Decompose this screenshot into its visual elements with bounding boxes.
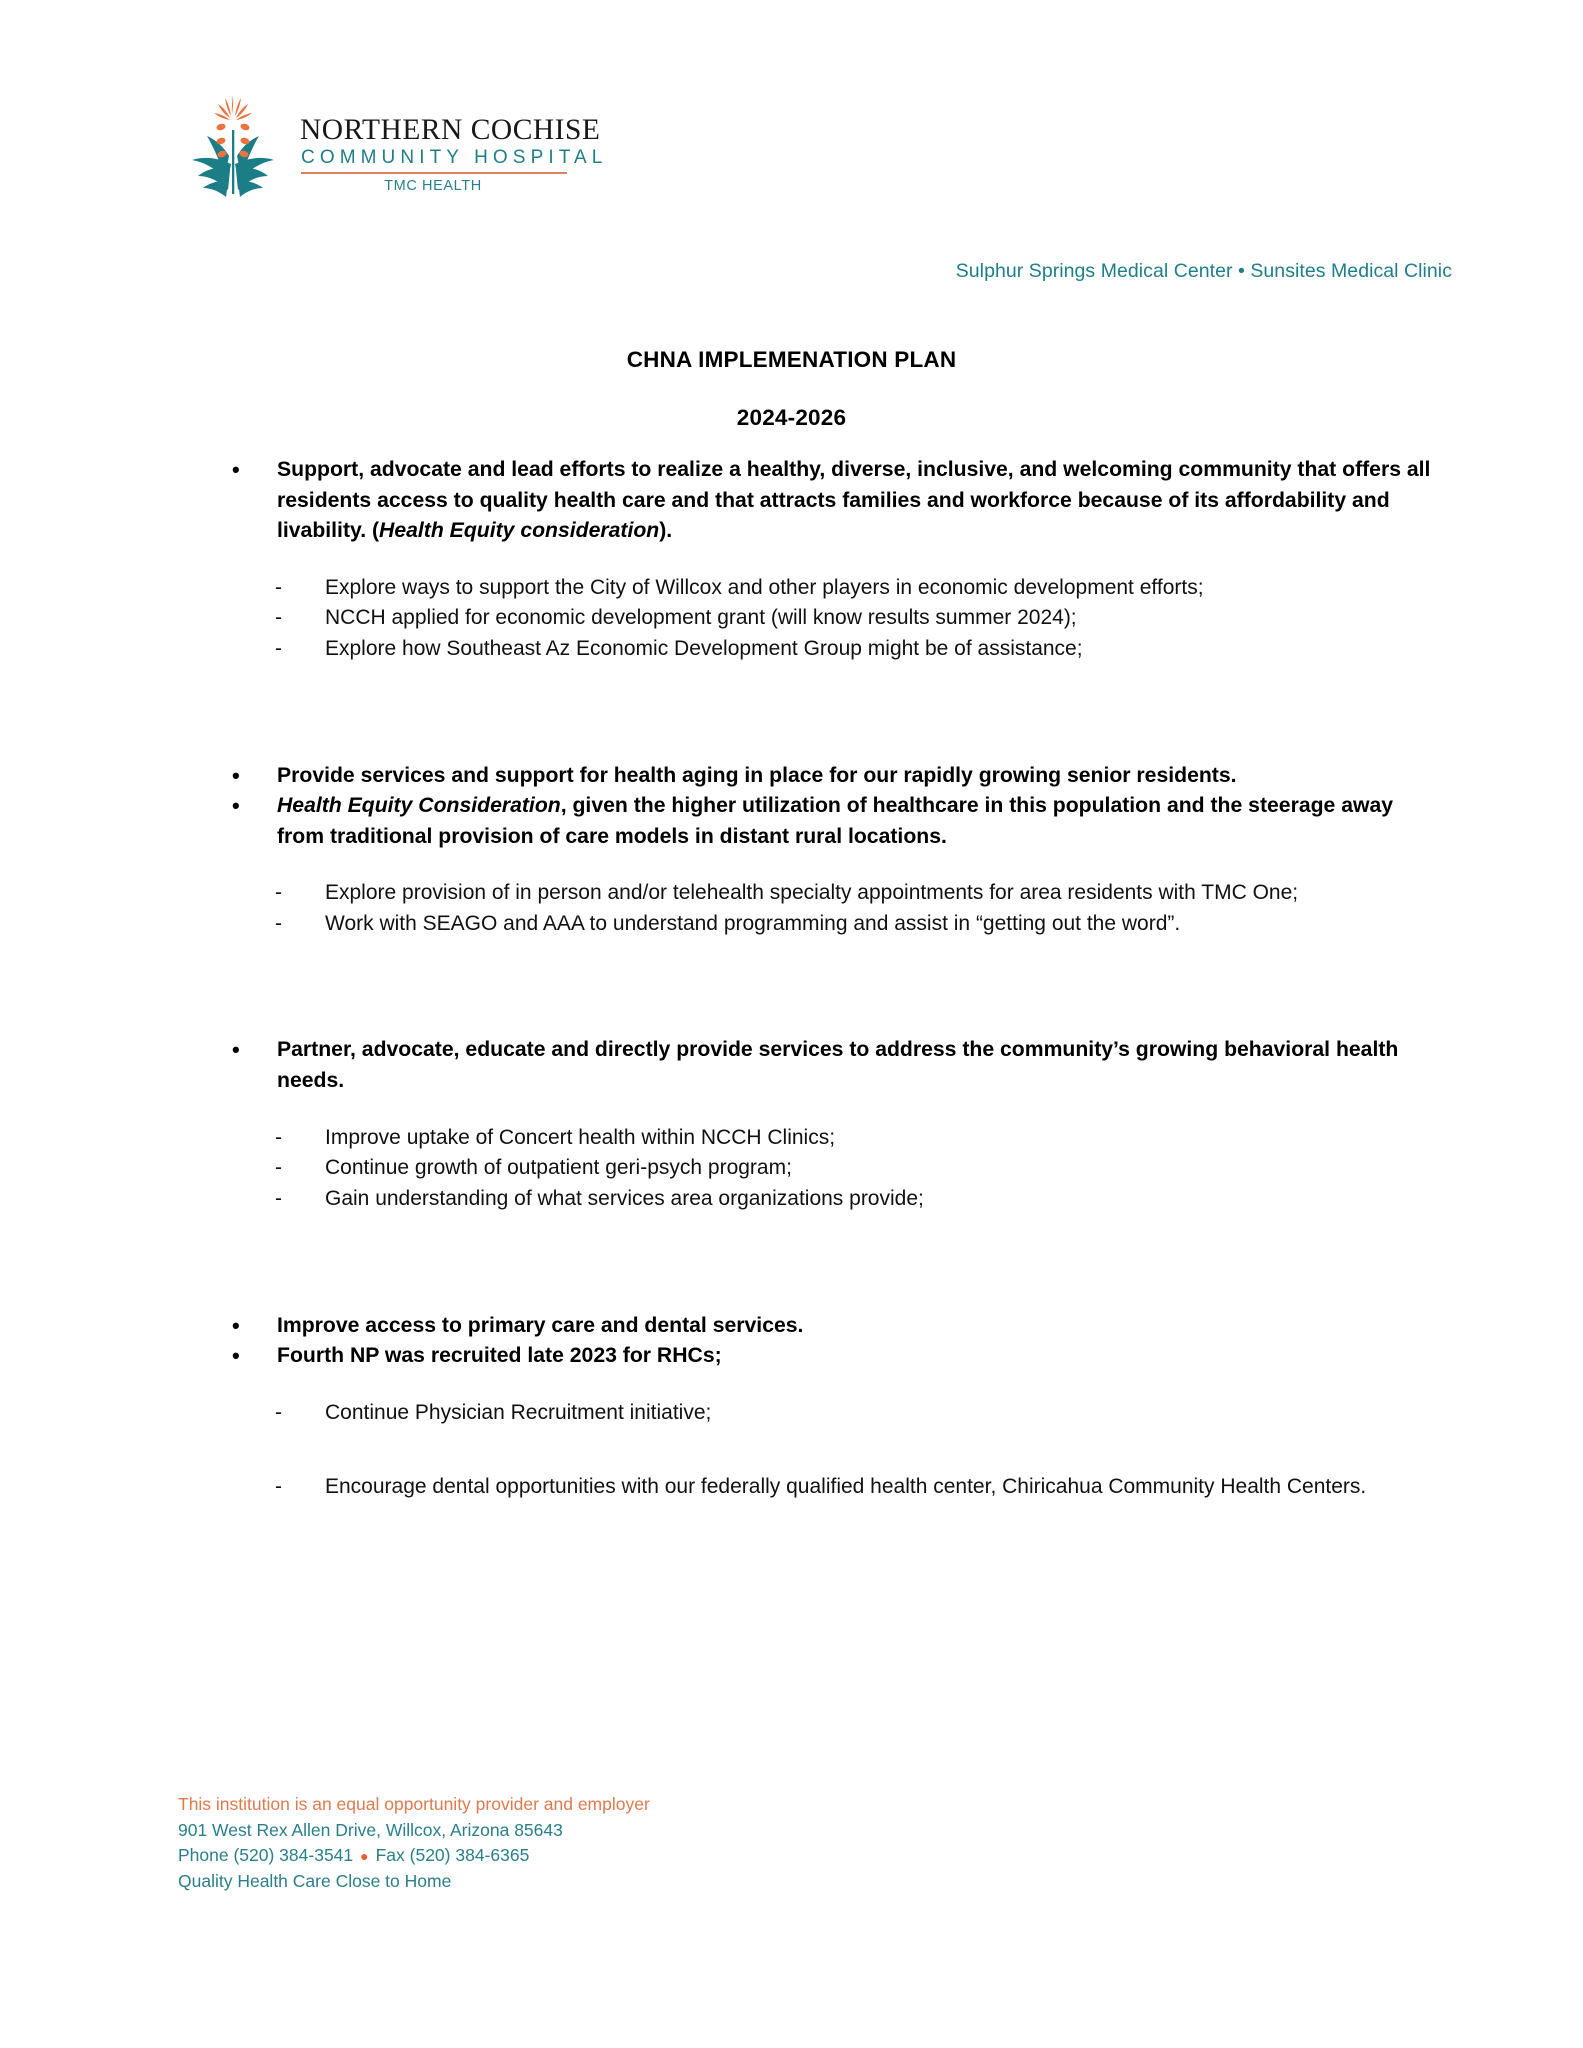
spacer [0,665,1583,761]
sub-bullet: - Explore provision of in person and/or telehealth specialty appointments for area residents with TMC One; [0,878,1583,909]
footer-tagline: Quality Health Care Close to Home [178,1871,452,1892]
main-bullet-1 [0,455,1583,547]
bullet-1-text-suffix: ). [659,519,673,543]
document-body [0,455,1583,1503]
spacer [0,1372,1583,1398]
logo-line-tmc-health: TMC HEALTH [384,178,482,194]
sub-bullet: - Continue Physician Recruitment initiative; [0,1398,1583,1429]
spacer [0,1428,1583,1472]
footer-contact [178,1843,650,1869]
section-4-sublist [0,1398,1583,1429]
section-1 [0,455,1583,547]
section-3 [0,1035,1583,1096]
page-footer [178,1792,650,1895]
logo-line-community-hospital: COMMUNITY HOSPITAL [301,146,608,168]
sub-bullet: - Explore how Southeast Az Economic Development Group might be of assistance; [0,634,1583,665]
page-title: CHNA IMPLEMENATION PLAN [626,347,957,372]
footer-fax: Fax (520) 384-6365 [375,1845,530,1866]
spacer [0,547,1583,573]
logo-line-northern-cochise: NORTHERN COCHISE [300,113,601,146]
footer-separator-dot: ● [360,1848,369,1865]
section-4 [0,1311,1583,1372]
main-bullet-4a: • Improve access to primary care and dental services. [0,1311,1583,1342]
sub-bullet: - NCCH applied for economic development grant (will know results summer 2024); [0,603,1583,634]
logo-wordmark [300,115,607,198]
section-2-sublist [0,878,1583,939]
footer-address: 901 West Rex Allen Drive, Willcox, Arizona 85643 [178,1819,563,1840]
agave-plant-icon [178,86,286,198]
spacer [0,852,1583,878]
bullet-1-text-prefix: Support, advocate and lead efforts to realize a healthy, diverse, inclusive, and welcoming community that offers all residents access to quality health care and that attracts families and workforce because of its affordability and livability. ( [277,458,1431,543]
sub-bullet: - Encourage dental opportunities with our federally qualified health center, Chiricahua Community Health Centers. [0,1472,1583,1503]
bullet-2b-italic-phrase: Health Equity Consideration [277,794,561,818]
main-bullet-3: • Partner, advocate, educate and directly provide services to address the community’s growing behavioral health needs. [0,1035,1583,1096]
footer-equal-opportunity: This institution is an equal opportunity provider and employer [178,1794,650,1814]
main-bullet-2b [0,791,1583,852]
sub-bullet: - Work with SEAGO and AAA to understand programming and assist in “getting out the word”. [0,909,1583,940]
page-subtitle: 2024-2026 [736,405,847,430]
bullet-2b-rest: , given the higher utilization of healthcare in this population and the steerage away from traditional provision of care models in distant rural locations. [277,794,1394,848]
sub-bullet: - Improve uptake of Concert health within NCCH Clinics; [0,1123,1583,1154]
sub-bullet: - Gain understanding of what services area organizations provide; [0,1184,1583,1215]
section-3-sublist [0,1123,1583,1215]
section-4-sublist-b [0,1472,1583,1503]
spacer [0,1215,1583,1311]
section-1-sublist [0,573,1583,665]
sub-bullet: - Explore ways to support the City of Willcox and other players in economic development efforts; [0,573,1583,604]
spacer [0,1097,1583,1123]
footer-phone: Phone (520) 384-3541 [178,1845,354,1866]
clinics-subheader: Sulphur Springs Medical Center • Sunsites Medical Clinic [955,260,1452,282]
main-bullet-2a: • Provide services and support for health aging in place for our rapidly growing senior residents. [0,761,1583,792]
logo-divider-rule [301,172,567,174]
hospital-logo [178,86,607,198]
spacer [0,939,1583,1035]
main-bullet-4b: • Fourth NP was recruited late 2023 for RHCs; [0,1341,1583,1372]
bullet-1-italic-phrase: Health Equity consideration [379,519,660,543]
sub-bullet: - Continue growth of outpatient geri-psych program; [0,1153,1583,1184]
section-2 [0,761,1583,853]
